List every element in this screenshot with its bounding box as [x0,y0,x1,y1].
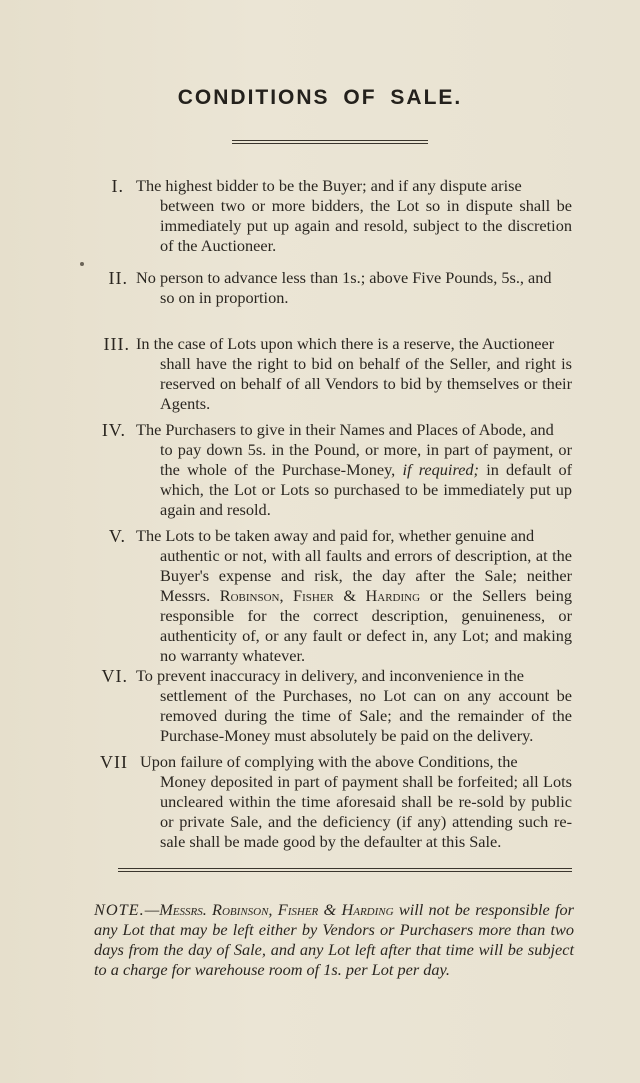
condition-number: V. [108,526,126,546]
condition-number: VI. [101,666,128,686]
note-messrs: Messrs. [159,900,207,919]
condition-text [160,546,572,666]
note-dash: — [144,900,160,919]
condition-text: Money deposited in part of payment shall be forfeited; all Lots uncleared within the time aforesaid shall be re-sold by public or private Sale, and the deficiency (if any) attending such re-sale shall be made good by the defaulter at this Sale. [160,772,572,851]
condition-text: shall have the right to bid on behalf of the Seller, and right is reserved on behalf of all Vendors to bid by themselves or their Agents. [160,354,572,413]
condition-first-line: Upon failure of complying with the above Conditions, the [140,752,518,771]
condition-number: II. [108,268,128,288]
condition-first-line: In the case of Lots upon which there is a reserve, the Auctioneer [136,334,555,353]
page-title: CONDITIONS OF SALE. [177,86,463,109]
condition-text-part: to pay down 5s. in the Pound, or more, in part of payment, or the whole of the Purchase-Money, [160,440,572,479]
condition-first-line: The highest bidder to be the Buyer; and if any dispute arise [136,176,522,195]
condition-text-part: authentic or not, with all faults and errors of description, at the Buyer's expense and risk, the day after the Sale; neither Messrs. [160,546,572,605]
condition-number: VII [100,752,128,772]
bottom-rule [118,868,572,872]
condition-first-line: The Purchasers to give in their Names and Places of Abode, and [136,420,554,439]
condition-number: IV. [101,420,126,440]
condition-first-line: The Lots to be taken away and paid for, whether genuine and [136,526,535,545]
paper-spot [80,262,84,266]
condition-text [160,440,572,520]
firm-name: Robinson, Fisher & Harding [219,586,421,605]
condition-first-line: To prevent inaccuracy in delivery, and inconvenience in the [136,666,524,685]
firm-name: Robinson, Fisher & Harding [212,900,394,919]
note-label: NOTE. [94,900,145,919]
condition-text-part: or the Sellers being responsible for the correct description, genuineness, or authenticity of, or any fault or defect in, any Lot; and making no warranty whatever. [160,586,572,665]
condition-number: III. [103,334,130,354]
condition-text-part: in default of which, the Lot or Lots so purchased to be immediately put up again and resold. [160,460,573,519]
condition-first-line: No person to advance less than 1s.; above Five Pounds, 5s., and [136,268,552,287]
note-paragraph [94,900,574,980]
condition-text: so on in proportion. [160,288,289,307]
condition-text-italic: if required; [402,460,479,479]
condition-text: between two or more bidders, the Lot so in dispute shall be immediately put up again and resold, subject to the discretion of the Auctioneer. [160,196,572,255]
condition-text: settlement of the Purchases, no Lot can on any account be removed during the time of Sale; and the remainder of the Purchase-Money must absolutely be paid on the delivery. [160,686,572,745]
condition-number: I. [111,176,124,196]
note-text: will not be responsible for any Lot that may be left either by Vendors or Purchasers more than two days from the day of Sale, and any Lot left after that time will be subject to a charge for warehouse room of 1s. per Lot per day. [94,900,574,979]
title-rule [232,140,428,144]
